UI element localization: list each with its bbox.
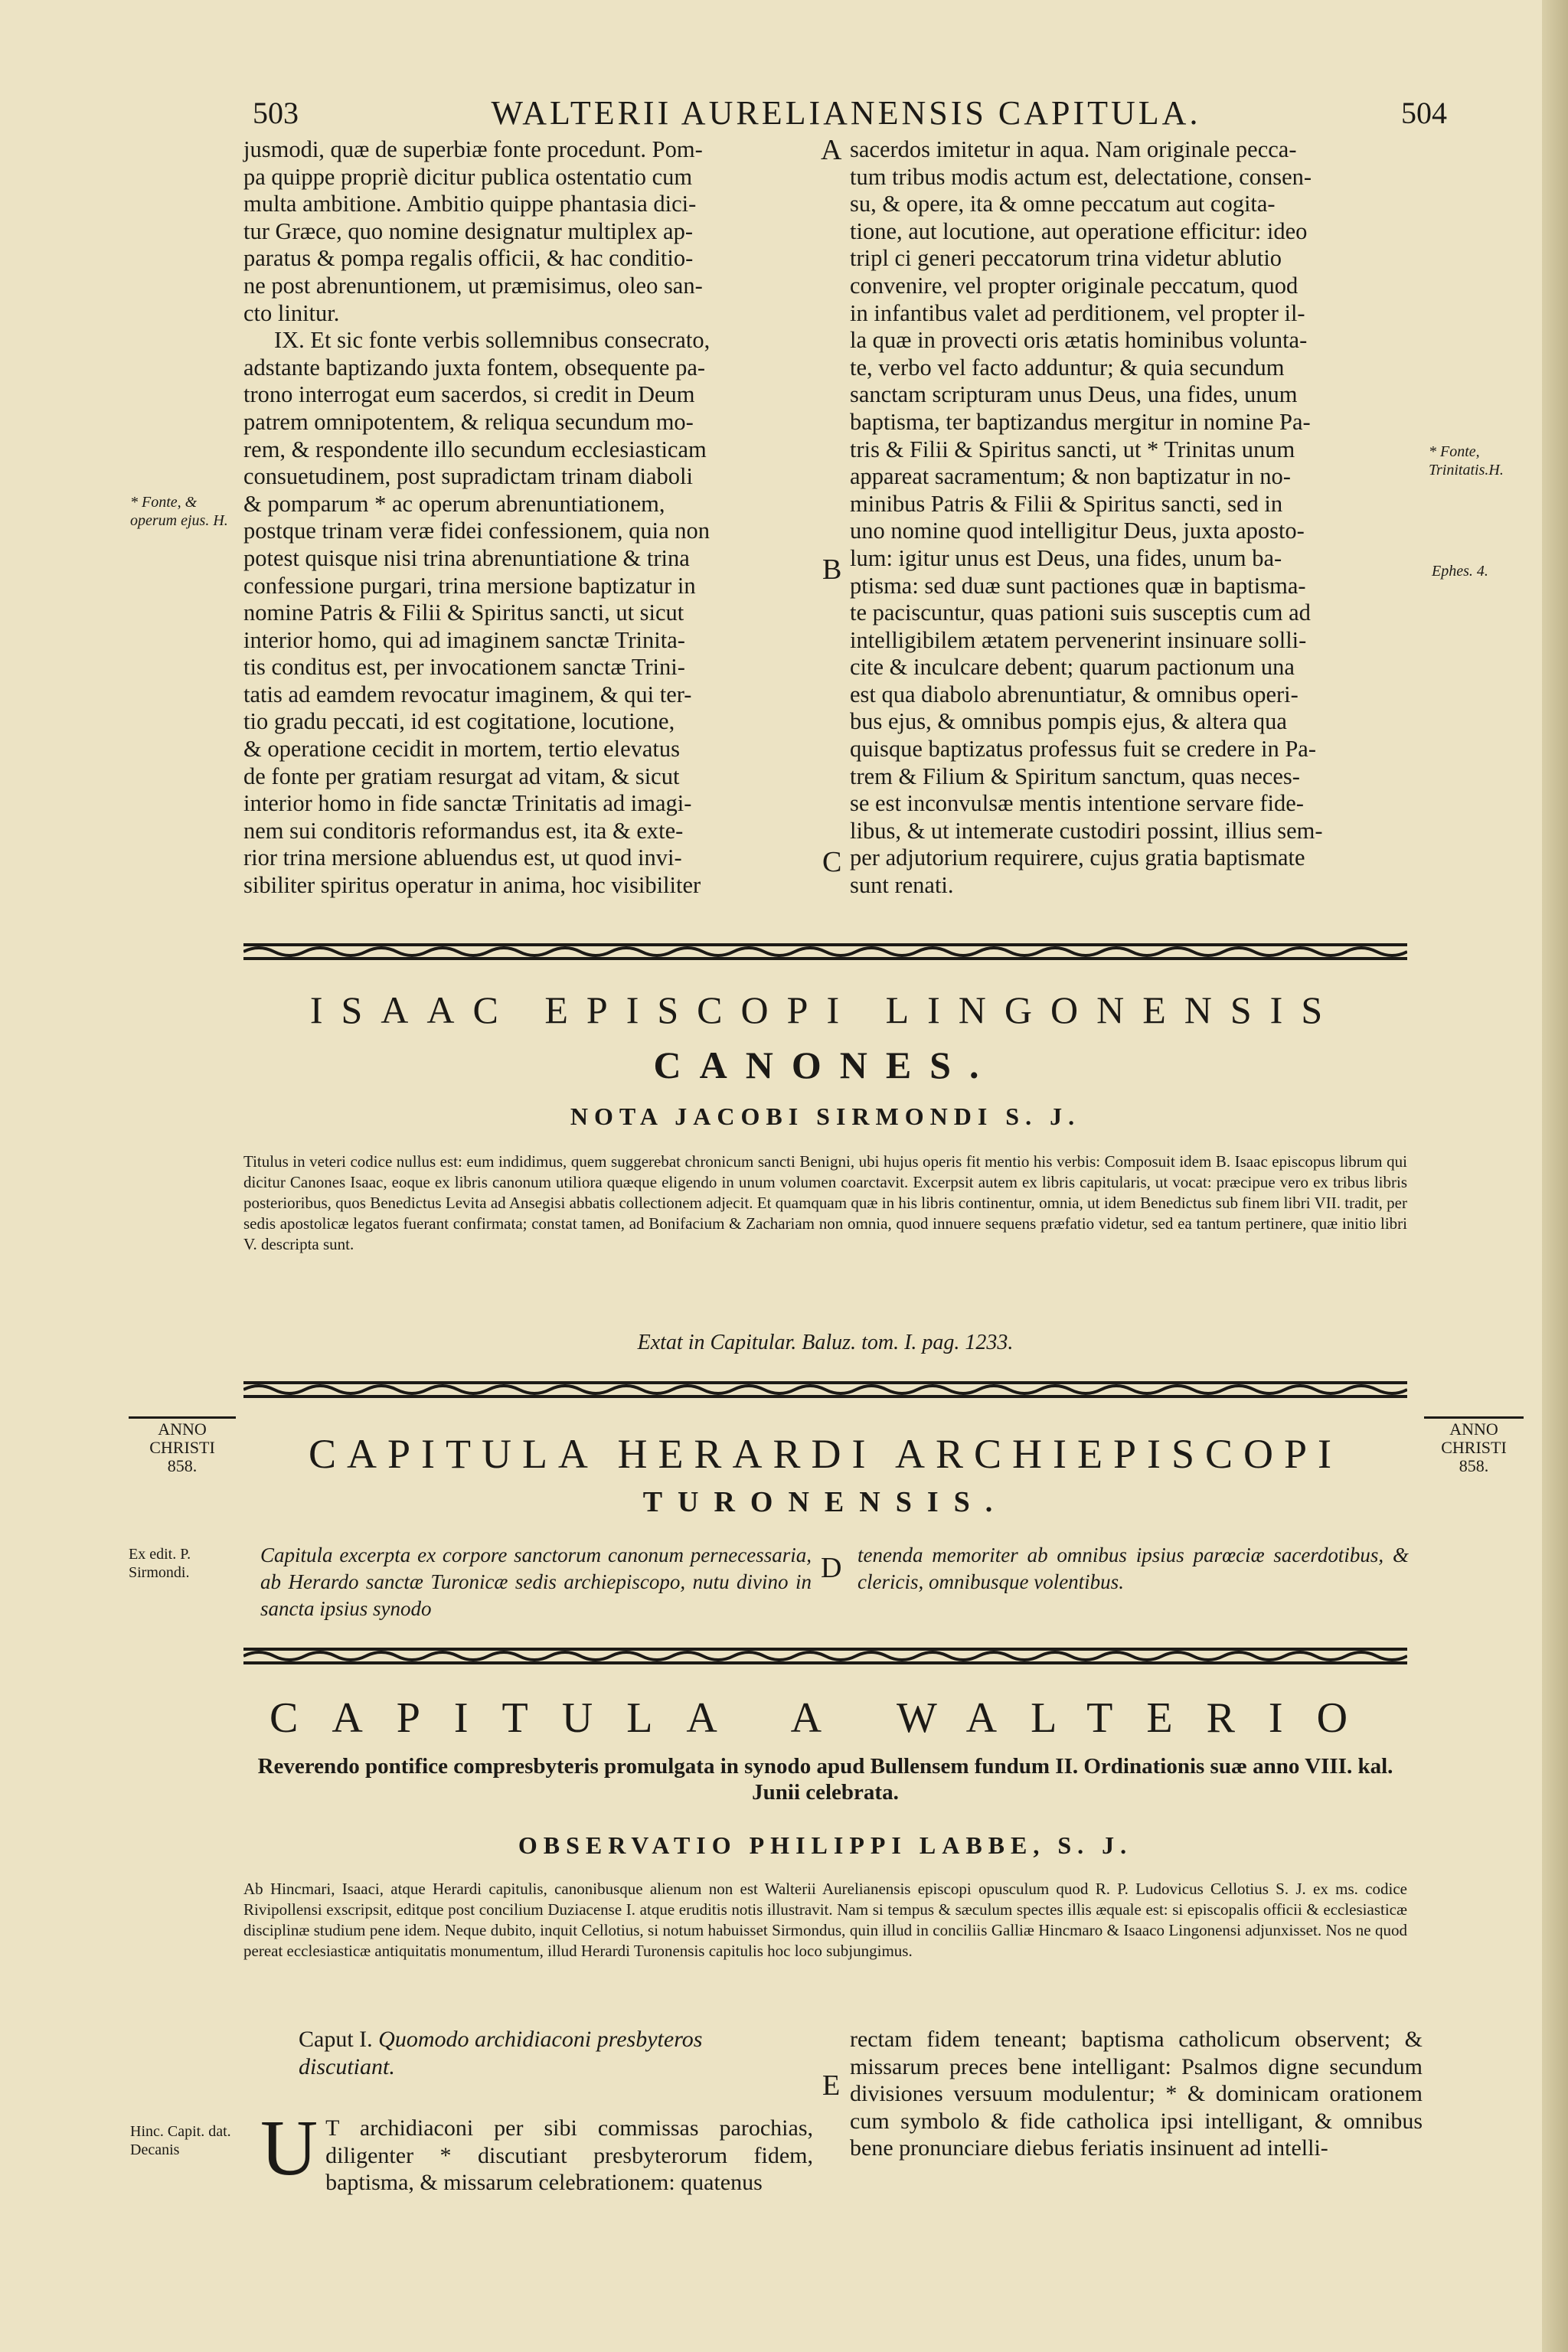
christi-label: CHRISTI (1441, 1438, 1507, 1457)
text-line: tione, aut locutione, aut operatione efficitur: ideo (850, 217, 1308, 244)
text-line: appareat sacramentum; & non baptizatur in no- (850, 463, 1291, 490)
year-label: 858. (1459, 1456, 1489, 1475)
text-line: confessione purgari, trina mersione baptizatur in (243, 572, 696, 599)
text-line: tum tribus modis actum est, delectatione, consen- (850, 163, 1312, 190)
text-line: jusmodi, quæ de superbiæ fonte procedunt. Pom- (243, 136, 703, 162)
anno-label: ANNO (158, 1419, 207, 1439)
text-line: nem sui conditoris reformandus est, ita & exte- (243, 817, 684, 844)
anno-christi-right (1424, 1416, 1524, 1475)
labbe-note: Ab Hincmari, Isaaci, atque Herardi capitulis, canonibusque alienum non est Walterii Aurelianensis episcopi opusculum quod R. P. Ludovicus Cellotius S. J. ex ms. codice Rivipollensi exscripsit, editque post concilium Duziacense I. atque eruditis notis illustravit. Nam si tempus & sæculum spectes illis æquale est: si episcopalis officii & ecclesiasticæ disciplinæ studium pene idem. Neque dubito, inquit Cellotius, si notum habuisset Sirmondus, quin illud in conciliis Galliæ Hincmaro & Isaaco Lingonensi adjunxisset. Nos ne quod pereat ecclesiasticæ antiquitatis monumentum, illud Herardi Turonensis capitulis hoc loco subjungimus. (243, 1880, 1407, 1960)
text-line: adstante baptizando juxta fontem, obsequente pa- (243, 354, 706, 381)
text-line: per adjutorium requirere, cujus gratia baptismate (850, 844, 1305, 871)
text-line: rior trina mersione abluendus est, ut quod invi- (243, 844, 682, 871)
text-line: minibus Patris & Filii & Spiritus sancti, sed in (850, 490, 1283, 517)
text-line: sacerdos imitetur in aqua. Nam originale pecca- (850, 136, 1297, 162)
walterio-title: CAPITULA A WALTERIO (269, 1694, 1382, 1742)
text-line: uno nomine quod intelligitur Deus, juxta aposto- (850, 518, 1305, 544)
text-line: paratus & pompa regalis officii, & hac conditio- (243, 245, 694, 272)
text-line: tio gradu peccati, id est cogitatione, locutione, (243, 708, 675, 735)
text-line: sunt renati. (850, 872, 954, 899)
text-line: te, verbo vel facto adduntur; & quia secundum (850, 354, 1285, 381)
text-line: te paciscuntur, quas pationi suis susceptis cum ad (850, 599, 1311, 626)
text-line: tur Græce, quo nomine designatur multiplex ap- (243, 217, 693, 244)
margin-note-hinc: Hinc. Capit. dat. Decanis (130, 2123, 231, 2158)
caput-heading (299, 2026, 789, 2081)
section1-right-column (850, 136, 1423, 900)
caput-title: Quomodo archidiaconi presbyteros discutiant. (299, 2027, 703, 2079)
running-title: WALTERII AURELIANENSIS CAPITULA. (491, 94, 1201, 132)
christi-label: CHRISTI (149, 1438, 215, 1457)
text-line: in infantibus valet ad perditionem, vel propter il- (850, 299, 1305, 326)
text-line: trem & Filium & Spiritum sanctum, quas neces- (850, 763, 1300, 789)
margin-letter-c: C (822, 846, 842, 878)
text-line: tatis ad eamdem revocatur imaginem, & qui ter- (243, 681, 692, 707)
herardi-intro-left: Capitula excerpta ex corpore sanctorum canonum pernecessaria, ab Herardo sanctæ Turonicæ sedis archiepiscopo, nutu divino in sancta ipsius synodo (260, 1544, 812, 1620)
text-line: bus ejus, & omnibus pompis ejus, & altera qua (850, 708, 1287, 735)
text-line: se est inconvulsæ mentis intentione servare fide- (850, 790, 1304, 817)
text-line: libus, & ut intemerate custodiri possint, illius sem- (850, 817, 1323, 844)
canones-title: CANONES. (653, 1044, 998, 1086)
margin-letter-d: D (821, 1552, 842, 1584)
text-line: rem, & respondente illo secundum ecclesiasticam (243, 436, 707, 462)
margin-letter-b: B (822, 554, 842, 586)
ornamental-divider (243, 940, 1407, 963)
text-line: baptisma, ter baptizandus mergitur in nomine Pa- (850, 408, 1311, 435)
text-line: interior homo, qui ad imaginem sanctæ Trinita- (243, 626, 685, 653)
text-line: ptisma: sed duæ sunt pactiones quæ in baptisma- (850, 572, 1306, 599)
page-number-right: 504 (1401, 96, 1447, 130)
margin-note-sirmondi: Ex edit. P. Sirmondi. (129, 1546, 191, 1581)
text-line: cite & inculcare debent; quarum pactionum una (850, 654, 1295, 681)
page-number-left: 503 (253, 96, 299, 130)
sirmondi-note: Titulus in veteri codice nullus est: eum indidimus, quem suggerebat chronicum sancti Benigni, ubi hujus operis fit mentio his verbis: Composuit idem B. Isaac episcopus librum qui dicitur Canones Isaac, eoque ex libris canonum utiliora quæque eligendo in unum volumen coarctavit. Excerpsit autem ex libris capitularis, ut vocat: præcipue vero ex tribus libris posterioribus, quos Benedictus Levita ad Ansegisi abbatis collectionem adjecit. Et quamquam quæ in his libris continentur, omnia, ut idem Benedictus sub finem libri VII. tradit, per sedis apostolicæ legatos fuerant confirmata; constat tamen, ad Bonifacium & Zachariam non omnia, quod innuere sequens præfatio videtur, sed ea tantum pertinere, quæ initio libri V. descripta sunt. (243, 1152, 1407, 1253)
caput-body-left (260, 2104, 813, 2197)
text-line: tripl ci generi peccatorum trina videtur ablutio (850, 245, 1282, 272)
text-line: est qua diabolo abrenuntiatur, & omnibus operi- (850, 681, 1298, 707)
turonensis-title: TURONENSIS. (642, 1486, 1008, 1518)
margin-letter-e: E (822, 2069, 841, 2102)
section1-left-column (243, 136, 819, 900)
text-line: pa quippe propriè dicitur publica ostentatio cum (243, 163, 693, 190)
margin-letter-a: A (821, 134, 842, 166)
extat-reference: Extat in Capitular. Baluz. tom. I. pag. 1233. (637, 1331, 1014, 1354)
text-line: multa ambitione. Ambitio quippe phantasia dici- (243, 191, 697, 217)
anno-christi-left (129, 1416, 236, 1475)
text-line: cto linitur. (243, 299, 340, 326)
text-line: trono interrogat eum sacerdos, si credit in Deum (243, 381, 695, 408)
text-line: convenire, vel propter originale peccatum, quod (850, 272, 1298, 299)
ornamental-divider (243, 1378, 1407, 1401)
observatio-heading: OBSERVATIO PHILIPPI LABBE, S. J. (518, 1831, 1133, 1859)
margin-note-right-trinitas: * Fonte, Trinitatis.H. (1429, 443, 1504, 479)
text-line: potest quisque nisi trina abrenuntiatione & trina (243, 544, 690, 571)
text-line: IX. Et sic fonte verbis sollemnibus consecrato, (274, 327, 710, 354)
caput-text-left: T archidiaconi per sibi commissas parochias, diligenter * discutiant presbyterorum fidem, baptisma, & missarum celebrationem: quatenus (325, 2115, 813, 2196)
walterio-subtitle: Reverendo pontifice compresbyteris promulgata in synodo apud Bullensem fundum II. Ordinationis suæ anno VIII. kal. Junii celebrata. (257, 1754, 1393, 1805)
ornamental-divider (243, 1645, 1407, 1668)
text-line: & operatione cecidit in mortem, tertio elevatus (243, 736, 680, 763)
anno-label: ANNO (1449, 1419, 1498, 1439)
text-line: tis conditus est, per invocationem sanctæ Trini- (243, 654, 685, 681)
caput-body-right: rectam fidem teneant; baptisma catholicum observent; & missarum preces bene intelligant: Psalmos digne secundum divisiones versuum modulentur; * & dominicam orationem cum symbolo & fide catholica ipsi intelligant, & omnibus bene pronunciare diebus feriatis insinuent ad intelli- (850, 2027, 1423, 2161)
year-label: 858. (167, 1456, 198, 1475)
text-line: la quæ in provecti oris ætatis hominibus volunta- (850, 327, 1308, 354)
text-line: & pomparum * ac operum abrenuntiationem, (243, 490, 665, 517)
caput-label: Caput I. (299, 2027, 373, 2052)
text-line: consuetudinem, post supradictam trinam diaboli (243, 463, 694, 490)
text-line: postque trinam veræ fidei confessionem, quia non (243, 518, 710, 544)
nota-heading: NOTA JACOBI SIRMONDI S. J. (570, 1102, 1081, 1130)
text-line: lum: igitur unus est Deus, una fides, unum ba- (850, 544, 1282, 571)
herardi-intro-right: tenenda memoriter ab omnibus ipsius parœciæ sacerdotibus, & clericis, omnibusque volentibus. (858, 1544, 1409, 1593)
text-line: interior homo in fide sanctæ Trinitatis ad imagi- (243, 790, 692, 817)
margin-note-right-ephes: Ephes. 4. (1432, 563, 1488, 580)
margin-note-left: * Fonte, & operum ejus. H. (130, 494, 228, 529)
text-line: sanctam scripturam unus Deus, una fides, unum (850, 381, 1298, 408)
text-line: quisque baptizatus professus fuit se credere in Pa- (850, 736, 1316, 763)
text-line: sibiliter spiritus operatur in anima, hoc visibiliter (243, 872, 701, 899)
text-line: patrem omnipotentem, & reliqua secundum mo- (243, 408, 694, 435)
running-head (245, 90, 1447, 136)
dropcap-u: U (260, 2104, 318, 2192)
book-spine-edge (1542, 0, 1568, 2352)
text-line: tris & Filii & Spiritus sancti, ut * Trinitas unum (850, 436, 1295, 462)
isaac-title: ISAAC EPISCOPI LINGONENSIS (309, 988, 1341, 1031)
text-line: su, & opere, ita & omne peccatum aut cogita- (850, 191, 1276, 217)
text-line: ne post abrenuntionem, ut præmisimus, oleo san- (243, 272, 703, 299)
text-line: de fonte per gratiam resurgat ad vitam, & sicut (243, 763, 680, 789)
text-line: nomine Patris & Filii & Spiritus sancti, ut sicut (243, 599, 684, 626)
text-line: intelligibilem ætatem pervenerint insinuare solli- (850, 626, 1307, 653)
herardi-title: CAPITULA HERARDI ARCHIEPISCOPI (308, 1431, 1343, 1477)
